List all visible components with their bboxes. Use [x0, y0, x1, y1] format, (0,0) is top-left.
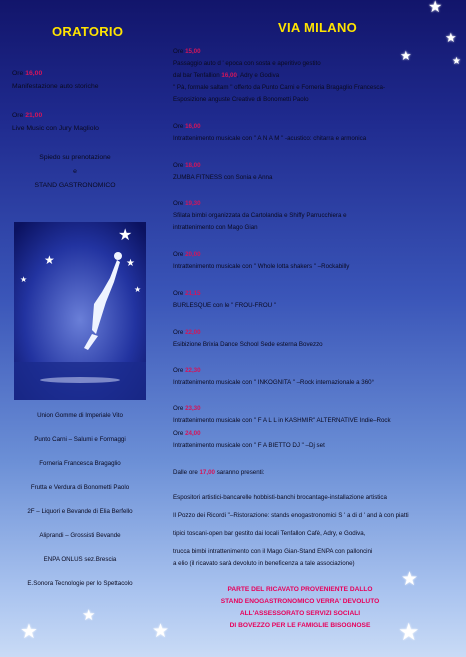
- event-text: ZUMBA FITNESS con Sonia e Anna: [173, 174, 273, 181]
- oratorio-title: ORATORIO: [52, 24, 124, 39]
- presenti-line: tipici toscani-open bar gestito dai locali Tenfallon Cafè, Adry, e Godiva,: [173, 530, 366, 537]
- presenti-line: Espositori artistici-bancarelle hobbisti-banchi brocantage-installazione artistica: [173, 494, 387, 501]
- presenti-line: Il Pozzo dei Ricordi "–Ristorazione: stands enogastronomici S ' a di d ' and à con piatti: [173, 512, 409, 519]
- svg-text:★: ★: [20, 275, 28, 284]
- star-icon: ★: [401, 569, 419, 590]
- event-time: Ore 20,00: [173, 251, 201, 258]
- sponsor-item: Frutta e Verdura di Bonometti Paolo: [30, 484, 130, 491]
- event-text: Esibizione Brixia Dance School Sede esterna Bovezzo: [173, 341, 323, 348]
- left-event-2: Ore 21,00: [12, 112, 43, 119]
- event-text: Sfilata bimbi organizzata da Cartolandia e Shiffy Parrucchiera e: [173, 212, 347, 219]
- star-icon: ★: [400, 48, 412, 63]
- event-text: Intrattenimento musicale con " INKOGNITA " –Rock internazionale a 360°: [173, 379, 375, 386]
- star-icon: ★: [445, 30, 457, 45]
- spiedo-line-1: Spiedo su prenotazione: [39, 154, 111, 161]
- donation-line: DI BOVEZZO PER LE FAMIGLIE BISOGNOSE: [229, 622, 371, 629]
- sponsor-item: Aliprandi – Grossisti Bevande: [39, 532, 121, 539]
- spiedo-line-2: e: [73, 168, 77, 175]
- sponsor-item: Union Gomme di Imperiale Vito: [37, 412, 123, 419]
- sponsor-item: Forneria Francesca Bragaglio: [39, 460, 121, 467]
- event-time: Ore 16,00: [173, 123, 201, 130]
- donation-line: PARTE DEL RICAVATO PROVENIENTE DALLO: [227, 586, 373, 593]
- event-text: Esposizione anguste Creative di Bonometti Paolo: [173, 96, 309, 103]
- event-time: Ore 22,00: [173, 329, 201, 336]
- star-icon: ★: [152, 621, 170, 642]
- presenti-line: trucca bimbi intrattenimento con il Mago Gian-Stand ENPA con palloncini: [173, 548, 373, 555]
- svg-text:★: ★: [134, 285, 142, 294]
- svg-text:★: ★: [126, 258, 135, 269]
- event-text: " Pà, formale saltam " offerto da Punto Carni e Forneria Bragaglio Francesca-: [173, 84, 386, 91]
- moon-dancer-image: [14, 222, 146, 400]
- donation-line: STAND ENOGASTRONOMICO VERRA' DEVOLUTO: [220, 598, 380, 605]
- event-time: Ore 21,15: [173, 290, 201, 297]
- left-event-2-text: Live Music con Jury Magliolo: [12, 125, 99, 132]
- spiedo-line-3: STAND GASTRONOMICO: [34, 182, 116, 189]
- event-text: Intrattenimento musicale con " Whole lotta shakers " –Rockabilly: [173, 263, 350, 270]
- event-text: Passaggio auto d ' epoca con sosta e aperitivo gestito: [173, 60, 321, 67]
- via-milano-title: VIA MILANO: [278, 20, 358, 35]
- event-text: dal bar Tenfallion 16,00, Adry e Godiva: [173, 72, 280, 79]
- event-text: intrattenimento con Mago Gian: [173, 224, 258, 231]
- svg-text:★: ★: [118, 225, 133, 244]
- star-icon: ★: [452, 56, 461, 67]
- event-text: BURLESQUE con le " FROU-FROU ": [173, 302, 277, 309]
- event-text: Intrattenimento musicale con " F A L L in KASHMIR" ALTERNATIVE Indie–Rock: [173, 417, 391, 424]
- event-time: Ore 23,30: [173, 405, 201, 412]
- sponsor-item: 2F – Liquori e Bevande di Elia Berfello: [27, 508, 133, 515]
- star-icon: ★: [398, 619, 420, 646]
- left-event-1-text: Manifestazione auto storiche: [12, 83, 99, 90]
- dalle-ore-line: Dalle ore 17,00 saranno presenti:: [173, 469, 265, 476]
- donation-note: [175, 584, 425, 632]
- event-text: Intrattenimento musicale con " F A BIETTO DJ " –Dj set: [173, 442, 325, 449]
- svg-text:★: ★: [44, 253, 55, 267]
- event-time: Ore 18,00: [173, 162, 201, 169]
- sponsor-item: E.Sonora Tecnologie per lo Spettacolo: [27, 580, 133, 587]
- event-time: Ore 19,30: [173, 200, 201, 207]
- presenti-line: a elio (il ricavato sarà devoluto in beneficenza a tale associazione): [173, 560, 355, 567]
- star-icon: ★: [428, 0, 443, 16]
- event-time: Ore 22,30: [173, 367, 201, 374]
- donation-line: ALL'ASSESSORATO SERVIZI SOCIALI: [239, 610, 361, 617]
- sponsor-item: ENPA ONLUS sez.Brescia: [43, 556, 117, 563]
- left-event-1: Ore 16,00: [12, 70, 43, 77]
- event-time: Ore 15,00: [173, 48, 201, 55]
- event-time: Ore 24,00: [173, 430, 201, 437]
- event-text: Intrattenimento musicale con " A N A M " -acustico: chitarra e armonica: [173, 135, 367, 142]
- sponsor-item: Punto Carni – Salumi e Formaggi: [34, 436, 126, 443]
- star-icon: ★: [82, 607, 96, 624]
- star-icon: ★: [20, 621, 38, 643]
